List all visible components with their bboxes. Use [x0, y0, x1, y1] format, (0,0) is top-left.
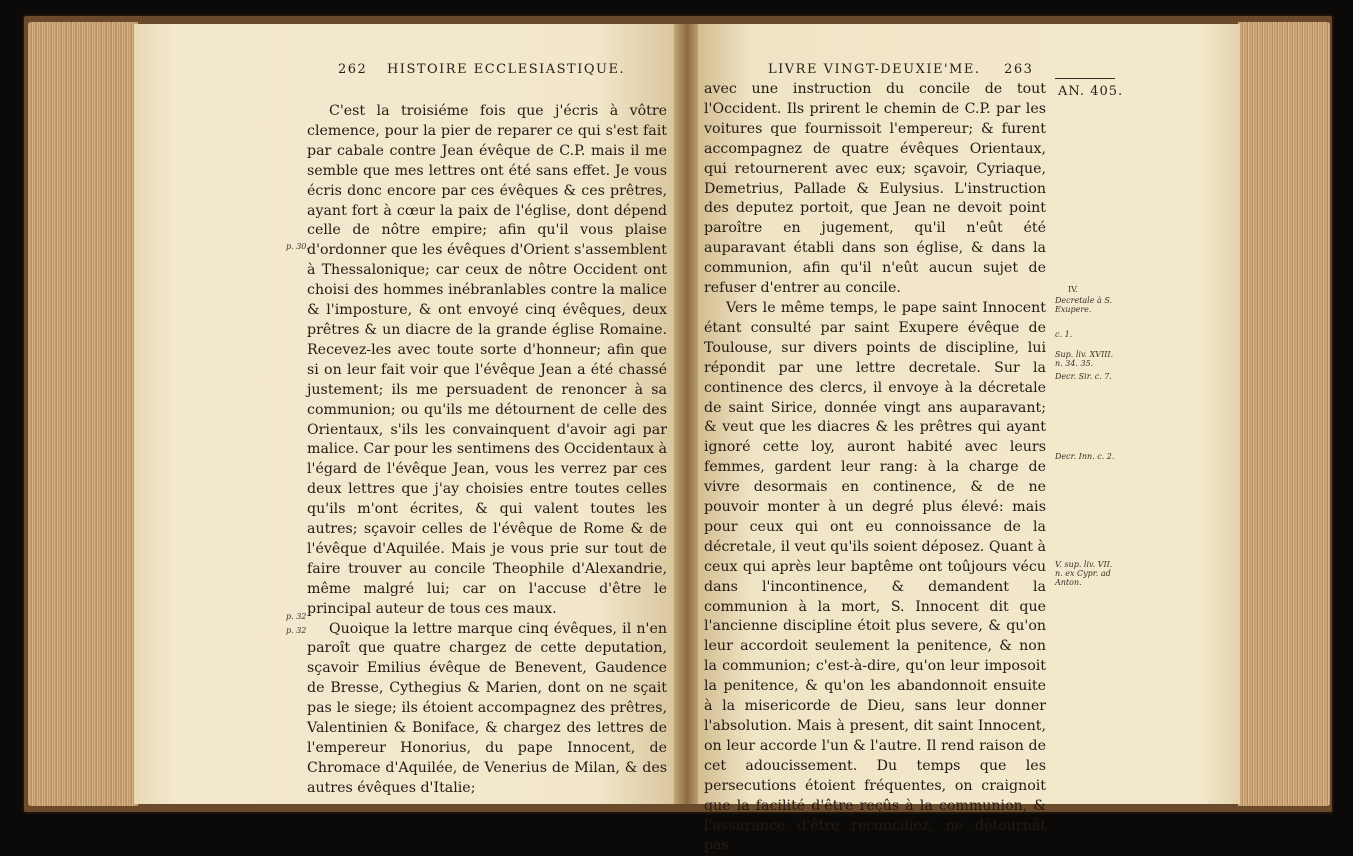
left-page-edges — [28, 22, 138, 806]
margin-note: p. 30. — [286, 242, 309, 251]
right-running-head: LIVRE VINGT-DEUXIE'ME. — [768, 62, 981, 77]
margin-note: p. 32 — [286, 626, 307, 635]
right-page-number: 263 — [1004, 62, 1034, 77]
right-page-header — [768, 62, 1033, 77]
left-running-head: HISTOIRE ECCLESIASTIQUE. — [386, 62, 626, 77]
left-page-body — [307, 102, 667, 799]
left-page-header — [338, 62, 625, 77]
margin-note: p. 32 — [286, 612, 307, 621]
margin-note: Decr. Sir. c. 7. — [1055, 372, 1112, 381]
left-page-number: 262 — [338, 62, 368, 77]
margin-note: c. 1. — [1055, 330, 1073, 339]
paragraph: C'est la troisiéme fois que j'écris à vôtre clemence, pour la pier de reparer ce qui s'est fait par cabale contre Jean évêque de C.P. mais il me semble que mes lettres ont été sans effet. Je vous écris donc encore par ces évêques & ces prêtres, ayant fort à cœur la paix de l'église, dont dépend celle de nôtre empire; afin qu'il vous plaise d'ordonner que les évêques d'Orient s'assemblent à Thessalonique; car ceux de nôtre Occident ont choisi des hommes inébranlables contre la malice & l'imposture, & ont envoyé cinq évêques, deux prêtres & un diacre de la grande église Romaine. Recevez-les avec toute sorte d'honneur; afin que si on leur fait voir que l'évêque Jean a été chassé justement; ils me persuadent de renoncer à sa communion; ou qu'ils me détournent de celle des Orientaux, s'ils les convainquent d'avoir agi par malice. Car pour les sentimens des Occidentaux à l'égard de l'évêque Jean, vous les verrez par ces deux lettres que j'ay choisies entre toutes celles qu'ils m'ont écrites, & qui valent toutes les autres; sçavoir celles de l'évêque de Rome & de l'évêque d'Aquilée. Mais je vous prie sur tout de faire trouver au concile Theophile d'Alexandrie, même malgré lui; car on l'accuse d'être le principal auteur de tous ces maux. — [307, 103, 667, 617]
margin-note: IV. — [1068, 285, 1079, 294]
margin-note: Decretale à S. Exupere. — [1055, 296, 1113, 314]
year-marker: AN. 405. — [1058, 84, 1124, 99]
margin-note: Decr. Inn. c. 2. — [1055, 452, 1115, 461]
paragraph: Vers le même temps, le pape saint Innocent étant consulté par saint Exupere évêque de Toulouse, sur divers points de discipline, lui répondit par une lettre decretale. Sur la continence des clercs, il envoye à la décretale de saint Sirice, donnée vingt ans auparavant; & veut que les diacres & les prêtres qui ayant ignoré cette loy, auront habité avec leurs femmes, gardent leur rang: à la charge de vivre desormais en continence, & de ne pouvoir monter à un degré plus élevé: mais pour ceux qui ont eu connoissance de la décretale, il veut qu'ils soient déposez. Quant à ceux qui après leur baptême ont toûjours vécu dans l'incontinence, & demandent la communion à la mort, S. Innocent dit que l'ancienne discipline étoit plus severe, & qu'on leur accordoit seulement la penitence, & non la communion; c'est-à-dire, qu'on leur imposoit la penitence, & qu'on les abandonnoit ensuite à la misericorde de Dieu, sans leur donner l'absolution. Mais à present, dit saint Innocent, on leur accorde l'un & l'autre. Il rend raison de cet adoucissement. Du temps que les persecutions étoient fréquentes, on craignoit que la facilité d'être reçûs à la communion, & l'assurance d'être reconciliez, ne détournât pas — [704, 299, 1046, 854]
year-rule — [1055, 78, 1115, 79]
right-page-body — [704, 80, 1046, 856]
right-page-edges — [1238, 22, 1330, 806]
book-gutter — [674, 24, 700, 804]
paragraph: avec une instruction du concile de tout l'Occident. Ils prirent le chemin de C.P. par les voitures que fournissoit l'empereur; & furent accompagnez de quatre évêques Orientaux, qui retournerent avec eux; sçavoir, Cyriaque, Demetrius, Pallade & Eulysius. L'instruction des deputez portoit, que Jean ne devoit point paroître en jugement, qu'il n'eût été auparavant établi dans son église, & dans la communion, afin qu'il n'eût aucun sujet de refuser d'entrer au concile. — [704, 81, 1046, 297]
paragraph: Quoique la lettre marque cinq évêques, il n'en paroît que quatre chargez de cette deputation, sçavoir Emilius évêque de Benevent, Gaudence de Bresse, Cythegius & Marien, dont on ne sçait pas le siege; ils étoient accompagnez des prêtres, Valentinien & Boniface, & chargez des lettres de l'empereur Honorius, du pape Innocent, de Chromace d'Aquilée, de Venerius de Milan, & des autres évêques d'Italie; — [307, 620, 667, 796]
margin-note: Sup. liv. XVIII. n. 34. 35. — [1055, 350, 1114, 368]
margin-note: V. sup. liv. VII. n. ex Cypr. ad Anton. — [1055, 560, 1113, 587]
